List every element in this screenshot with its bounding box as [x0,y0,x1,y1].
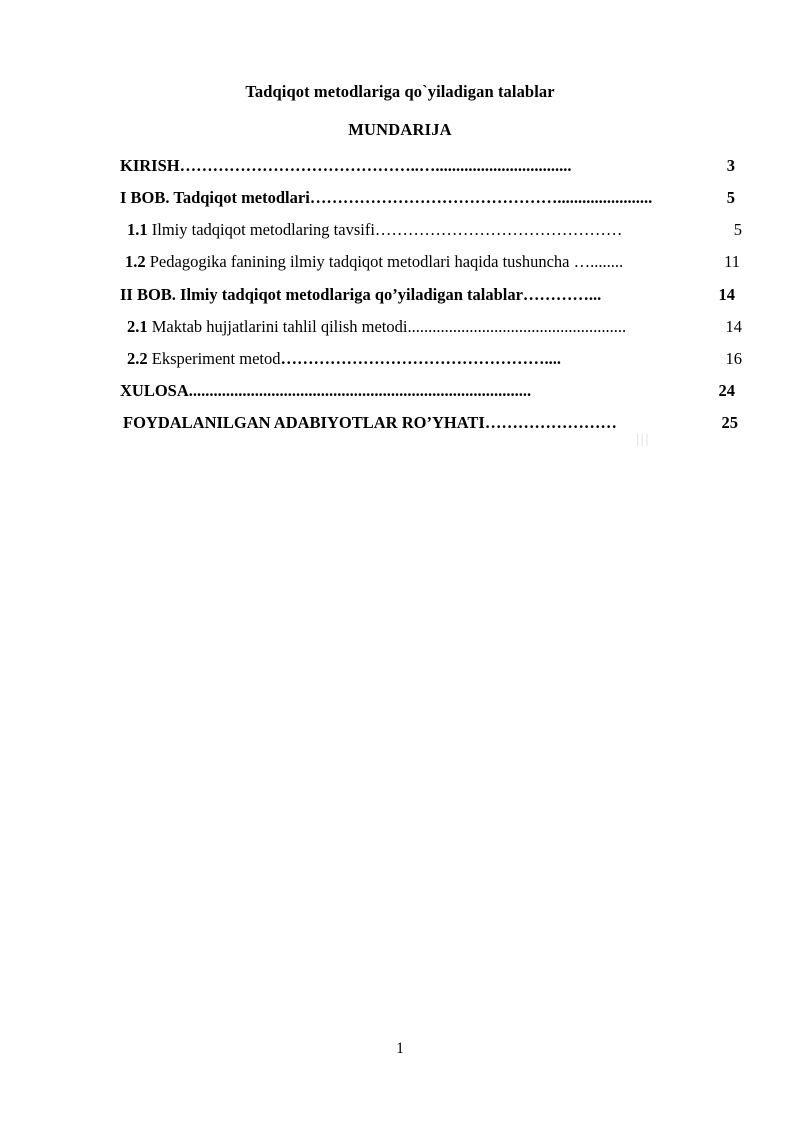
toc-entry-label: Pedagogika fanining ilmiy tadqiqot metodlari haqida tushuncha [149,252,570,272]
toc-entry-leader: ………………………………………….... [280,348,562,368]
toc-entry-leader: ................................................................................... [188,380,532,400]
toc-entry-number: 2.2 [127,348,148,368]
toc-entry-leader: ………………………………………....................... [309,188,653,208]
toc-entry-label: Maktab hujjatlarini tahlil qilish metodi [151,316,408,336]
toc-entry-page: 11 [724,252,740,272]
toc-entry-number: 2.1 [127,316,148,336]
toc-entry-leader: ……………………………………… [374,220,623,240]
toc-entry-leader: …………………… [484,413,617,432]
toc-entry-label: II BOB. Ilmiy tadqiqot metodlariga qo’yiladigan talablar [120,284,523,304]
toc-entry-page: 24 [718,380,735,400]
toc-entry-label: Ilmiy tadqiqot metodlaring tavsifi [151,220,375,240]
toc-entry-leader: …………... [522,284,602,304]
toc-entry[interactable] [120,349,742,370]
toc-entry-label: XULOSA [120,380,189,400]
toc-entry-page: 5 [733,220,742,240]
toc-entry-page: 25 [721,413,738,432]
toc-entry[interactable] [120,220,742,241]
toc-entry[interactable] [120,413,738,434]
toc-entry[interactable] [120,317,742,338]
toc-entry-leader: …........ [569,252,624,272]
toc-entry-label: FOYDALANILGAN ADABIYOTLAR RO’YHATI [123,413,485,432]
toc-entry-page: 14 [718,284,735,304]
toc-entry-leader: ……………………………………..…................................. [179,156,572,175]
toc-entry[interactable] [120,285,735,306]
table-of-contents [62,156,742,434]
toc-entry-page: 16 [725,348,742,368]
toc-entry-leader: ..................................................... [407,316,627,336]
toc-entry-page: 14 [725,316,742,336]
toc-entry-page: 3 [726,156,735,175]
toc-entry[interactable] [120,252,740,273]
toc-entry[interactable] [120,156,735,177]
document-title: Tadqiqot metodlariga qo`yiladigan talablar [245,82,555,101]
toc-entry-number: 1.2 [125,252,146,272]
toc-entry-number: 1.1 [127,220,148,240]
toc-entry[interactable] [120,381,735,402]
toc-entry-label: I BOB. Tadqiqot metodlari [120,188,310,208]
toc-entry[interactable] [120,188,735,209]
toc-entry-label: Eksperiment metod [151,348,281,368]
toc-entry-label: KIRISH [120,156,180,175]
watermark: ||| [636,432,651,447]
table-of-contents-heading: MUNDARIJA [348,120,452,139]
page-number: 1 [396,1040,404,1057]
toc-entry-page: 5 [726,188,735,208]
